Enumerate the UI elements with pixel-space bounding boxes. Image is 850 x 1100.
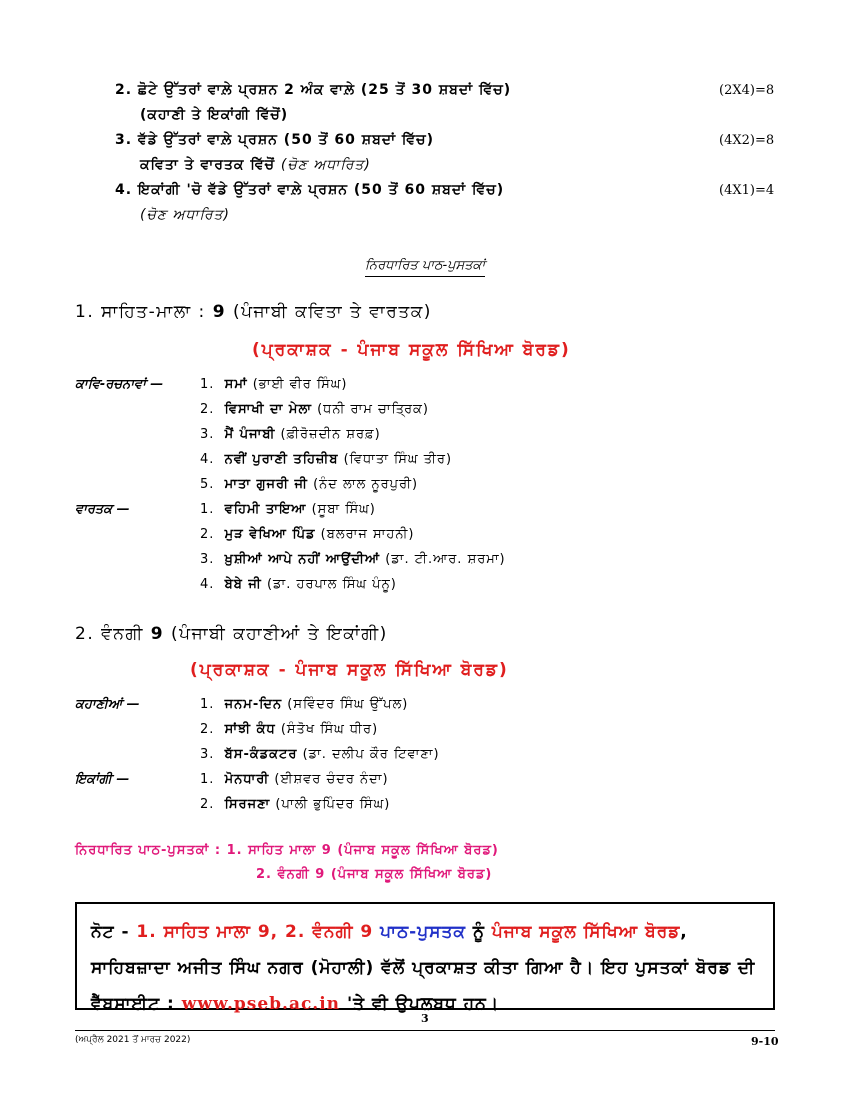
question-2-sub: (ਕਹਾਣੀ ਤੇ ਇਕਾਂਗੀ ਵਿੱਚੋਂ) (140, 107, 289, 123)
item-number: 1. (200, 697, 215, 712)
item-title: ਮੁੜ ਵੇਖਿਆ ਪਿੰਡ (224, 527, 316, 542)
item-author: (ਭਾਈ ਵੀਰ ਸਿੰਘ) (252, 377, 348, 392)
prescribed-label: ਨਿਰਧਾਰਿਤ ਪਾਠ-ਪੁਸਤਕਾਂ : (75, 843, 227, 858)
item-number: 1. (200, 772, 215, 787)
item-author: (ਡਾ. ਦਲੀਪ ਕੌਰ ਟਿਵਾਣਾ) (302, 747, 440, 762)
play-item (200, 797, 390, 812)
item-title: ਬੱਸ-ਕੰਡਕਟਰ (224, 747, 298, 762)
note-book-names: 1. ਸਾਹਿਤ ਮਾਲਾ 9, 2. ਵੰਨਗੀ 9 (136, 922, 374, 942)
book-1-subtitle: (ਪੰਜਾਬੀ ਕਵਿਤਾ ਤੇ ਵਾਰਤਕ) (226, 302, 432, 322)
item-author: (ਧਨੀ ਰਾਮ ਚਾਤ੍ਰਿਕ) (317, 402, 429, 417)
book-1-publisher: (ਪ੍ਰਕਾਸ਼ਕ - ਪੰਜਾਬ ਸਕੂਲ ਸਿੱਖਿਆ ਬੋਰਡ) (252, 340, 571, 360)
item-title: ਵਹਿਮੀ ਤਾਇਆ (224, 502, 307, 517)
book-1-heading (75, 302, 432, 322)
story-item (200, 747, 440, 762)
item-title: ਮਾਤਾ ਗੁਜਰੀ ਜੀ (224, 477, 308, 492)
footer-class: 9-10 (751, 1035, 779, 1048)
note-connector: ਨੂੰ (465, 922, 492, 942)
item-title: ਸਮਾਂ (224, 377, 248, 392)
book-1-number: 1. (75, 302, 95, 322)
item-author: (ਨੰਦ ਲਾਲ ਨੂਰਪੁਰੀ) (313, 477, 419, 492)
prose-item (200, 552, 506, 567)
item-number: 2. (200, 722, 215, 737)
item-title: ਜਨਮ-ਦਿਨ (224, 697, 283, 712)
item-author: (ਸੰਤੋਖ ਸਿੰਘ ਧੀਰ) (280, 722, 379, 737)
note-box (75, 902, 775, 1014)
footer-divider (75, 1030, 775, 1031)
item-number: 1. (200, 377, 215, 392)
question-4-sub (140, 207, 230, 223)
book-1-title: ਸਾਹਿਤ-ਮਾਲਾ : (101, 302, 213, 322)
item-title: ਨਵੀਂ ਪੁਰਾਣੀ ਤਹਿਜ਼ੀਬ (224, 452, 339, 467)
question-4-marks: (4X1)=4 (719, 183, 775, 198)
book-2-heading (75, 624, 388, 644)
footer-session: (ਅਪ੍ਰੈਲ 2021 ਤੋਂ ਮਾਰਚ 2022) (75, 1035, 191, 1045)
item-number: 2. (200, 797, 215, 812)
item-number: 3. (200, 552, 215, 567)
item-author: (ਵਿਧਾਤਾ ਸਿੰਘ ਤੀਰ) (343, 452, 453, 467)
book-2-title: ਵੰਨਗੀ (101, 624, 151, 644)
prescribed-book-1: 1. ਸਾਹਿਤ ਮਾਲਾ 9 (ਪੰਜਾਬ ਸਕੂਲ ਸਿੱਖਿਆ ਬੋਰਡ) (226, 843, 499, 858)
item-title: ਸਿਰਜਣਾ (224, 797, 271, 812)
poetry-item (200, 477, 418, 492)
question-2 (115, 82, 511, 98)
note-body: , ਸਾਹਿਬਜ਼ਾਦਾ ਅਜੀਤ ਸਿੰਘ ਨਗਰ (ਮੋਹਾਲੀ) ਵੱਲੋਂ ਪ੍ਰਕਾਸ਼ਤ ਕੀਤਾ ਗਿਆ ਹੈ। ਇਹ ਪੁਸਤਕਾਂ ਬੋਰਡ ਦੀ ਵੈੱਬਸਾਈਟ : (91, 922, 756, 1014)
note-board-name: ਪੰਜਾਬ ਸਕੂਲ ਸਿੱਖਿਆ ਬੋਰਡ (491, 922, 681, 942)
book-1-volume: 9 (212, 302, 227, 322)
book-2-subtitle: (ਪੰਜਾਬੀ ਕਹਾਣੀਆਂ ਤੇ ਇਕਾਂਗੀ) (164, 624, 388, 644)
item-author: (ਈਸ਼ਵਰ ਚੰਦਰ ਨੰਦਾ) (274, 772, 389, 787)
story-item (200, 722, 378, 737)
question-3-marks: (4X2)=8 (719, 133, 775, 148)
item-author: (ਸੂਬਾ ਸਿੰਘ) (311, 502, 376, 517)
item-number: 2. (200, 402, 215, 417)
question-3-text: 3. ਵੱਡੇ ਉੱਤਰਾਂ ਵਾਲ਼ੇ ਪ੍ਰਸ਼ਨ (50 ਤੋਂ 60 ਸ਼ਬਦਾਂ ਵਿੱਚ) (115, 132, 435, 148)
item-title: ਖ਼ੁਸ਼ੀਆਂ ਆਪੇ ਨਹੀਂ ਆਉਂਦੀਆਂ (224, 552, 381, 567)
question-4-sub-italic: (ਚੋਣ ਅਧਾਰਿਤ) (140, 207, 230, 223)
plays-label: ਇਕਾਂਗੀ — (75, 772, 130, 787)
item-title: ਸਾਂਝੀ ਕੰਧ (224, 722, 276, 737)
item-number: 2. (200, 527, 215, 542)
prose-item (200, 527, 414, 542)
question-2-text: 2. ਛੋਟੇ ਉੱਤਰਾਂ ਵਾਲ਼ੇ ਪ੍ਰਸ਼ਨ 2 ਅੰਕ ਵਾਲ਼ੇ (25 ਤੋਂ 30 ਸ਼ਬਦਾਂ ਵਿੱਚ) (115, 82, 512, 98)
item-author: (ਬਲਰਾਜ ਸਾਹਨੀ) (320, 527, 415, 542)
prose-label: ਵਾਰਤਕ — (75, 502, 130, 517)
note-textbook-word: ਪਾਠ-ਪੁਸਤਕ (373, 922, 466, 942)
stories-label: ਕਹਾਣੀਆਂ — (75, 697, 140, 712)
item-number: 4. (200, 577, 215, 592)
prescribed-summary-line-1 (75, 843, 499, 858)
story-item (200, 697, 408, 712)
item-author: (ਡਾ. ਹਰਪਾਲ ਸਿੰਘ ਪੰਨੂ) (266, 577, 397, 592)
question-2-marks: (2X4)=8 (719, 83, 775, 98)
poetry-item (200, 377, 348, 392)
item-author: (ਸਵਿੰਦਰ ਸਿੰਘ ਉੱਪਲ) (287, 697, 409, 712)
question-3-sub-italic: (ਚੋਣ ਅਧਾਰਿਤ) (280, 157, 371, 173)
play-item (200, 772, 389, 787)
item-number: 4. (200, 452, 215, 467)
note-prefix: ਨੋਟ - (91, 922, 137, 942)
prose-item (200, 577, 397, 592)
item-title: ਬੇਬੇ ਜੀ (224, 577, 262, 592)
question-3-sub-text: ਕਵਿਤਾ ਤੇ ਵਾਰਤਕ ਵਿੱਚੋਂ (140, 157, 281, 173)
poetry-item (200, 427, 381, 442)
book-2-number: 2. (75, 624, 95, 644)
item-author: (ਫ਼ੀਰੋਜ਼ਦੀਨ ਸ਼ਰਫ਼) (280, 427, 381, 442)
page-number: 3 (421, 1012, 429, 1025)
prose-item (200, 502, 376, 517)
book-2-volume: 9 (150, 624, 165, 644)
poetry-item (200, 402, 429, 417)
section-title-text: ਨਿਰਧਾਰਿਤ ਪਾਠ-ਪੁਸਤਕਾਂ (365, 258, 485, 277)
item-author: (ਪਾਲੀ ਭੁਪਿੰਦਰ ਸਿੰਘ) (275, 797, 391, 812)
prescribed-book-2: 2. ਵੰਨਗੀ 9 (ਪੰਜਾਬ ਸਕੂਲ ਸਿੱਖਿਆ ਬੋਰਡ) (256, 867, 493, 882)
book-2-publisher: (ਪ੍ਰਕਾਸ਼ਕ - ਪੰਜਾਬ ਸਕੂਲ ਸਿੱਖਿਆ ਬੋਰਡ) (190, 660, 509, 680)
item-number: 3. (200, 747, 215, 762)
note-website-link[interactable]: www.pseb.ac.in (181, 994, 341, 1014)
item-title: ਮੈਂ ਪੰਜਾਬੀ (224, 427, 276, 442)
poetry-item (200, 452, 452, 467)
item-number: 1. (200, 502, 215, 517)
item-number: 3. (200, 427, 215, 442)
item-author: (ਡਾ. ਟੀ.ਆਰ. ਸ਼ਰਮਾ) (385, 552, 506, 567)
note-ending: 'ਤੇ ਵੀ ਉਪਲਬਧ ਹਨ। (340, 994, 500, 1014)
question-3-sub (140, 157, 371, 173)
item-title: ਮੋਨਧਾਰੀ (224, 772, 270, 787)
poetry-label: ਕਾਵਿ-ਰਚਨਾਵਾਂ — (75, 377, 164, 392)
question-4-text: 4. ਇਕਾਂਗੀ 'ਚੋ ਵੱਡੇ ਉੱਤਰਾਂ ਵਾਲ਼ੇ ਪ੍ਰਸ਼ਨ (50 ਤੋਂ 60 ਸ਼ਬਦਾਂ ਵਿੱਚ) (115, 182, 505, 198)
item-number: 5. (200, 477, 215, 492)
item-title: ਵਿਸਾਖੀ ਦਾ ਮੇਲਾ (224, 402, 312, 417)
section-title (0, 258, 850, 273)
